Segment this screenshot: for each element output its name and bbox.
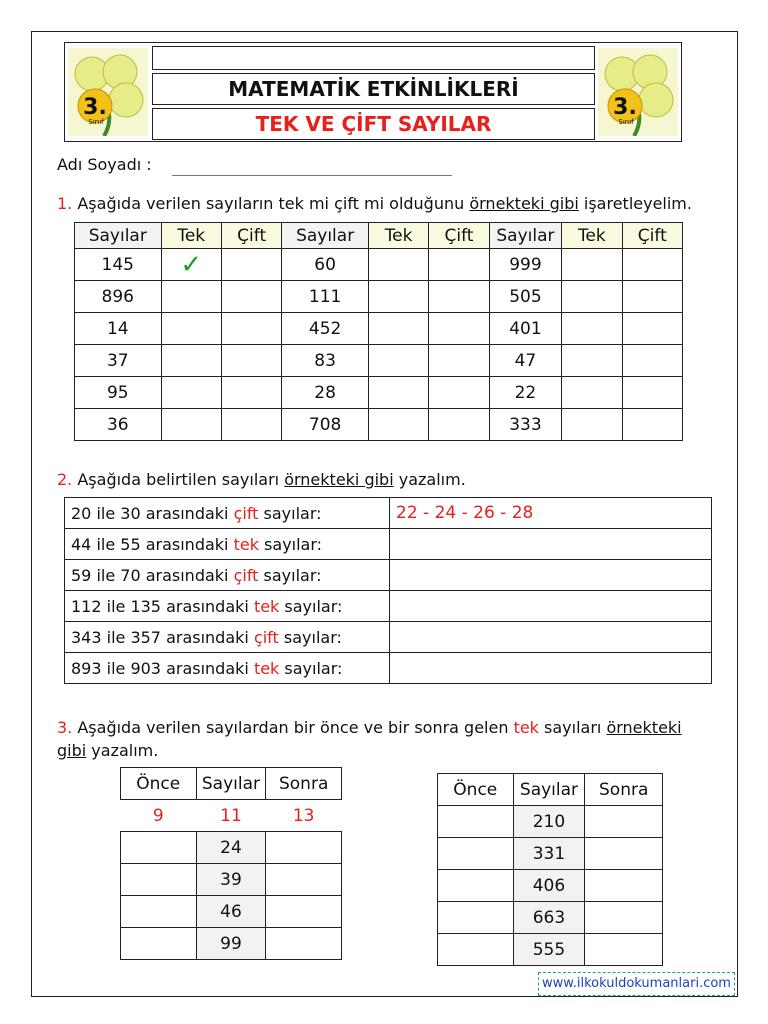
cift-checkbox-cell[interactable]	[622, 377, 682, 409]
table-header-cell: Sayılar	[282, 223, 369, 249]
tek-checkbox-cell[interactable]	[161, 313, 221, 345]
cift-checkbox-cell[interactable]	[622, 345, 682, 377]
answer-cell[interactable]	[390, 591, 712, 622]
cift-checkbox-cell[interactable]	[221, 377, 281, 409]
table-row	[65, 622, 712, 653]
range-prompt-cell	[65, 622, 390, 653]
before-answer-cell[interactable]	[438, 870, 514, 902]
range-prompt-cell	[65, 529, 390, 560]
clover-badge-number: 3.	[83, 95, 107, 120]
number-cell: 111	[282, 281, 369, 313]
tek-checkbox-cell[interactable]: ✓	[161, 249, 221, 281]
table-row	[121, 800, 342, 832]
prompt-text: sayılar:	[258, 534, 323, 554]
number-cell: 406	[513, 870, 585, 902]
question-3-right-table	[437, 773, 663, 966]
number-cell: 555	[513, 934, 585, 966]
tek-checkbox-cell[interactable]	[161, 345, 221, 377]
cift-checkbox-cell[interactable]	[429, 281, 489, 313]
tek-checkbox-cell[interactable]	[562, 377, 622, 409]
number-cell: 39	[196, 864, 266, 896]
after-answer-cell[interactable]	[585, 838, 663, 870]
name-field[interactable]	[172, 175, 452, 176]
answer-cell[interactable]	[390, 560, 712, 591]
table-row	[121, 896, 342, 928]
cift-checkbox-cell[interactable]	[221, 345, 281, 377]
cift-checkbox-cell[interactable]	[221, 313, 281, 345]
clover-badge-label: Sınıf	[88, 118, 104, 126]
after-answer-cell[interactable]	[266, 896, 342, 928]
cift-checkbox-cell[interactable]	[429, 249, 489, 281]
table-row	[438, 934, 663, 966]
number-cell: 24	[196, 832, 266, 864]
clover-badge-number: 3.	[613, 95, 637, 120]
after-answer-cell[interactable]	[585, 806, 663, 838]
range-prompt-cell	[65, 560, 390, 591]
tek-checkbox-cell[interactable]	[161, 281, 221, 313]
parity-keyword: tek	[233, 534, 259, 554]
before-answer-cell[interactable]	[438, 806, 514, 838]
number-cell: 210	[513, 806, 585, 838]
answer-cell[interactable]	[390, 529, 712, 560]
answer-cell[interactable]: 22 - 24 - 26 - 28	[390, 498, 712, 529]
table-header-cell: Sonra	[266, 768, 342, 800]
number-cell: 46	[196, 896, 266, 928]
prompt-text: sayılar:	[258, 565, 322, 585]
table-row	[75, 313, 683, 345]
prompt-text: 893 ile 903 arasındaki	[71, 658, 254, 678]
cift-checkbox-cell[interactable]	[622, 281, 682, 313]
prompt-text: sayılar:	[278, 627, 342, 647]
before-answer-cell[interactable]	[438, 838, 514, 870]
table-header-cell: Önce	[438, 774, 514, 806]
number-cell: 22	[489, 377, 561, 409]
header-blank-row	[152, 46, 595, 70]
cift-checkbox-cell[interactable]	[622, 409, 682, 441]
clover-logo-icon	[68, 48, 148, 136]
before-answer-cell[interactable]	[438, 934, 514, 966]
cift-checkbox-cell[interactable]	[622, 249, 682, 281]
after-answer-cell[interactable]	[266, 864, 342, 896]
question-2-table	[64, 497, 712, 684]
page-title: MATEMATİK ETKİNLİKLERİ	[152, 73, 595, 105]
after-answer-cell[interactable]	[585, 934, 663, 966]
cift-checkbox-cell[interactable]	[429, 377, 489, 409]
answer-cell[interactable]	[390, 653, 712, 684]
question-1-text: 1. Aşağıda verilen sayıların tek mi çift mi olduğunu örnekteki gibi işaretleyelim.	[57, 194, 692, 213]
table-row	[121, 928, 342, 960]
number-cell: 95	[75, 377, 162, 409]
table-row	[75, 249, 683, 281]
number-cell: 999	[489, 249, 561, 281]
tek-checkbox-cell[interactable]	[368, 377, 428, 409]
before-answer-cell[interactable]	[121, 896, 197, 928]
tek-checkbox-cell[interactable]	[161, 409, 221, 441]
table-row	[438, 870, 663, 902]
clover-logo-icon	[598, 48, 678, 136]
number-cell: 83	[282, 345, 369, 377]
prompt-text: sayılar:	[279, 596, 343, 616]
parity-keyword: çift	[253, 627, 279, 647]
number-cell: 331	[513, 838, 585, 870]
table-header-cell: Sonra	[585, 774, 663, 806]
after-answer-cell[interactable]	[266, 832, 342, 864]
tek-checkbox-cell[interactable]	[562, 345, 622, 377]
cift-checkbox-cell[interactable]	[622, 313, 682, 345]
table-header-cell: Sayılar	[489, 223, 561, 249]
after-answer-cell[interactable]	[266, 928, 342, 960]
prompt-text: sayılar:	[258, 503, 322, 523]
range-prompt-cell	[65, 498, 390, 529]
table-row	[438, 838, 663, 870]
table-header-cell: Tek	[562, 223, 622, 249]
table-row	[438, 806, 663, 838]
parity-keyword: tek	[253, 658, 280, 678]
range-prompt-cell	[65, 653, 390, 684]
cift-checkbox-cell[interactable]	[429, 313, 489, 345]
tek-checkbox-cell[interactable]	[368, 345, 428, 377]
number-cell: 14	[75, 313, 162, 345]
number-cell: 11	[196, 800, 266, 832]
table-row	[121, 864, 342, 896]
prompt-text: 112 ile 135 arasındaki	[71, 596, 254, 616]
cift-checkbox-cell[interactable]	[221, 249, 281, 281]
website-link[interactable]: www.ilkokuldokumanlari.com	[538, 972, 735, 996]
number-cell: 37	[75, 345, 162, 377]
before-answer-cell[interactable]	[121, 832, 197, 864]
number-cell: 505	[489, 281, 561, 313]
tek-checkbox-cell[interactable]	[161, 377, 221, 409]
table-header-cell: Sayılar	[196, 768, 266, 800]
cift-checkbox-cell[interactable]	[221, 281, 281, 313]
range-prompt-cell	[65, 591, 390, 622]
table-row	[121, 832, 342, 864]
cift-checkbox-cell[interactable]	[221, 409, 281, 441]
table-header-cell: Çift	[221, 223, 281, 249]
question-3-left-table	[120, 767, 342, 960]
after-answer-cell[interactable]: 13	[266, 800, 342, 832]
table-header-cell: Çift	[622, 223, 682, 249]
number-cell: 333	[489, 409, 561, 441]
prompt-text: 343 ile 357 arasındaki	[71, 627, 254, 647]
cift-checkbox-cell[interactable]	[429, 345, 489, 377]
tek-checkbox-cell[interactable]	[368, 409, 428, 441]
prompt-text: 59 ile 70 arasındaki	[71, 565, 234, 585]
tek-checkbox-cell[interactable]	[562, 281, 622, 313]
answer-cell[interactable]	[390, 622, 712, 653]
after-answer-cell[interactable]	[585, 902, 663, 934]
number-cell: 401	[489, 313, 561, 345]
question-3-text-line2: gibi yazalım.	[57, 741, 159, 760]
number-cell: 452	[282, 313, 369, 345]
number-cell: 99	[196, 928, 266, 960]
table-row	[75, 345, 683, 377]
table-header-cell: Çift	[429, 223, 489, 249]
number-cell: 145	[75, 249, 162, 281]
tek-checkbox-cell[interactable]	[562, 313, 622, 345]
tek-checkbox-cell[interactable]	[562, 409, 622, 441]
before-answer-cell[interactable]: 9	[121, 800, 197, 832]
table-row	[65, 560, 712, 591]
tek-checkbox-cell[interactable]	[562, 249, 622, 281]
before-answer-cell[interactable]	[121, 864, 197, 896]
table-row	[75, 409, 683, 441]
after-answer-cell[interactable]	[585, 870, 663, 902]
table-header-cell: Önce	[121, 768, 197, 800]
table-header-row	[438, 774, 663, 806]
before-answer-cell[interactable]	[121, 928, 197, 960]
table-row	[75, 377, 683, 409]
tek-checkbox-cell[interactable]	[368, 249, 428, 281]
prompt-text: 44 ile 55 arasındaki	[71, 534, 234, 554]
parity-keyword: çift	[233, 503, 259, 523]
number-cell: 896	[75, 281, 162, 313]
number-cell: 60	[282, 249, 369, 281]
question-2-text: 2. Aşağıda belirtilen sayıları örnekteki gibi yazalım.	[57, 470, 466, 489]
number-cell: 708	[282, 409, 369, 441]
table-header-cell: Sayılar	[513, 774, 585, 806]
table-header-row	[121, 768, 342, 800]
cift-checkbox-cell[interactable]	[429, 409, 489, 441]
table-row	[65, 591, 712, 622]
worksheet-header	[64, 42, 682, 142]
question-1-table	[74, 222, 683, 441]
table-row	[438, 902, 663, 934]
page-subtitle: TEK VE ÇİFT SAYILAR	[152, 108, 595, 140]
tek-checkbox-cell[interactable]	[368, 281, 428, 313]
before-answer-cell[interactable]	[438, 902, 514, 934]
number-cell: 28	[282, 377, 369, 409]
name-label: Adı Soyadı :	[57, 155, 152, 174]
parity-keyword: çift	[233, 565, 259, 585]
table-header-cell: Tek	[161, 223, 221, 249]
clover-badge-label: Sınıf	[618, 118, 634, 126]
number-cell: 47	[489, 345, 561, 377]
prompt-text: sayılar:	[279, 658, 343, 678]
number-cell: 36	[75, 409, 162, 441]
table-row	[65, 653, 712, 684]
prompt-text: 20 ile 30 arasındaki	[71, 503, 234, 523]
table-row	[75, 281, 683, 313]
question-3-text-line1: 3. Aşağıda verilen sayılardan bir önce ve bir sonra gelen tek sayıları örnekteki	[57, 718, 682, 737]
parity-keyword: tek	[253, 596, 280, 616]
table-header-cell: Tek	[368, 223, 428, 249]
table-row	[65, 498, 712, 529]
table-row	[65, 529, 712, 560]
table-header-cell: Sayılar	[75, 223, 162, 249]
number-cell: 663	[513, 902, 585, 934]
tek-checkbox-cell[interactable]	[368, 313, 428, 345]
